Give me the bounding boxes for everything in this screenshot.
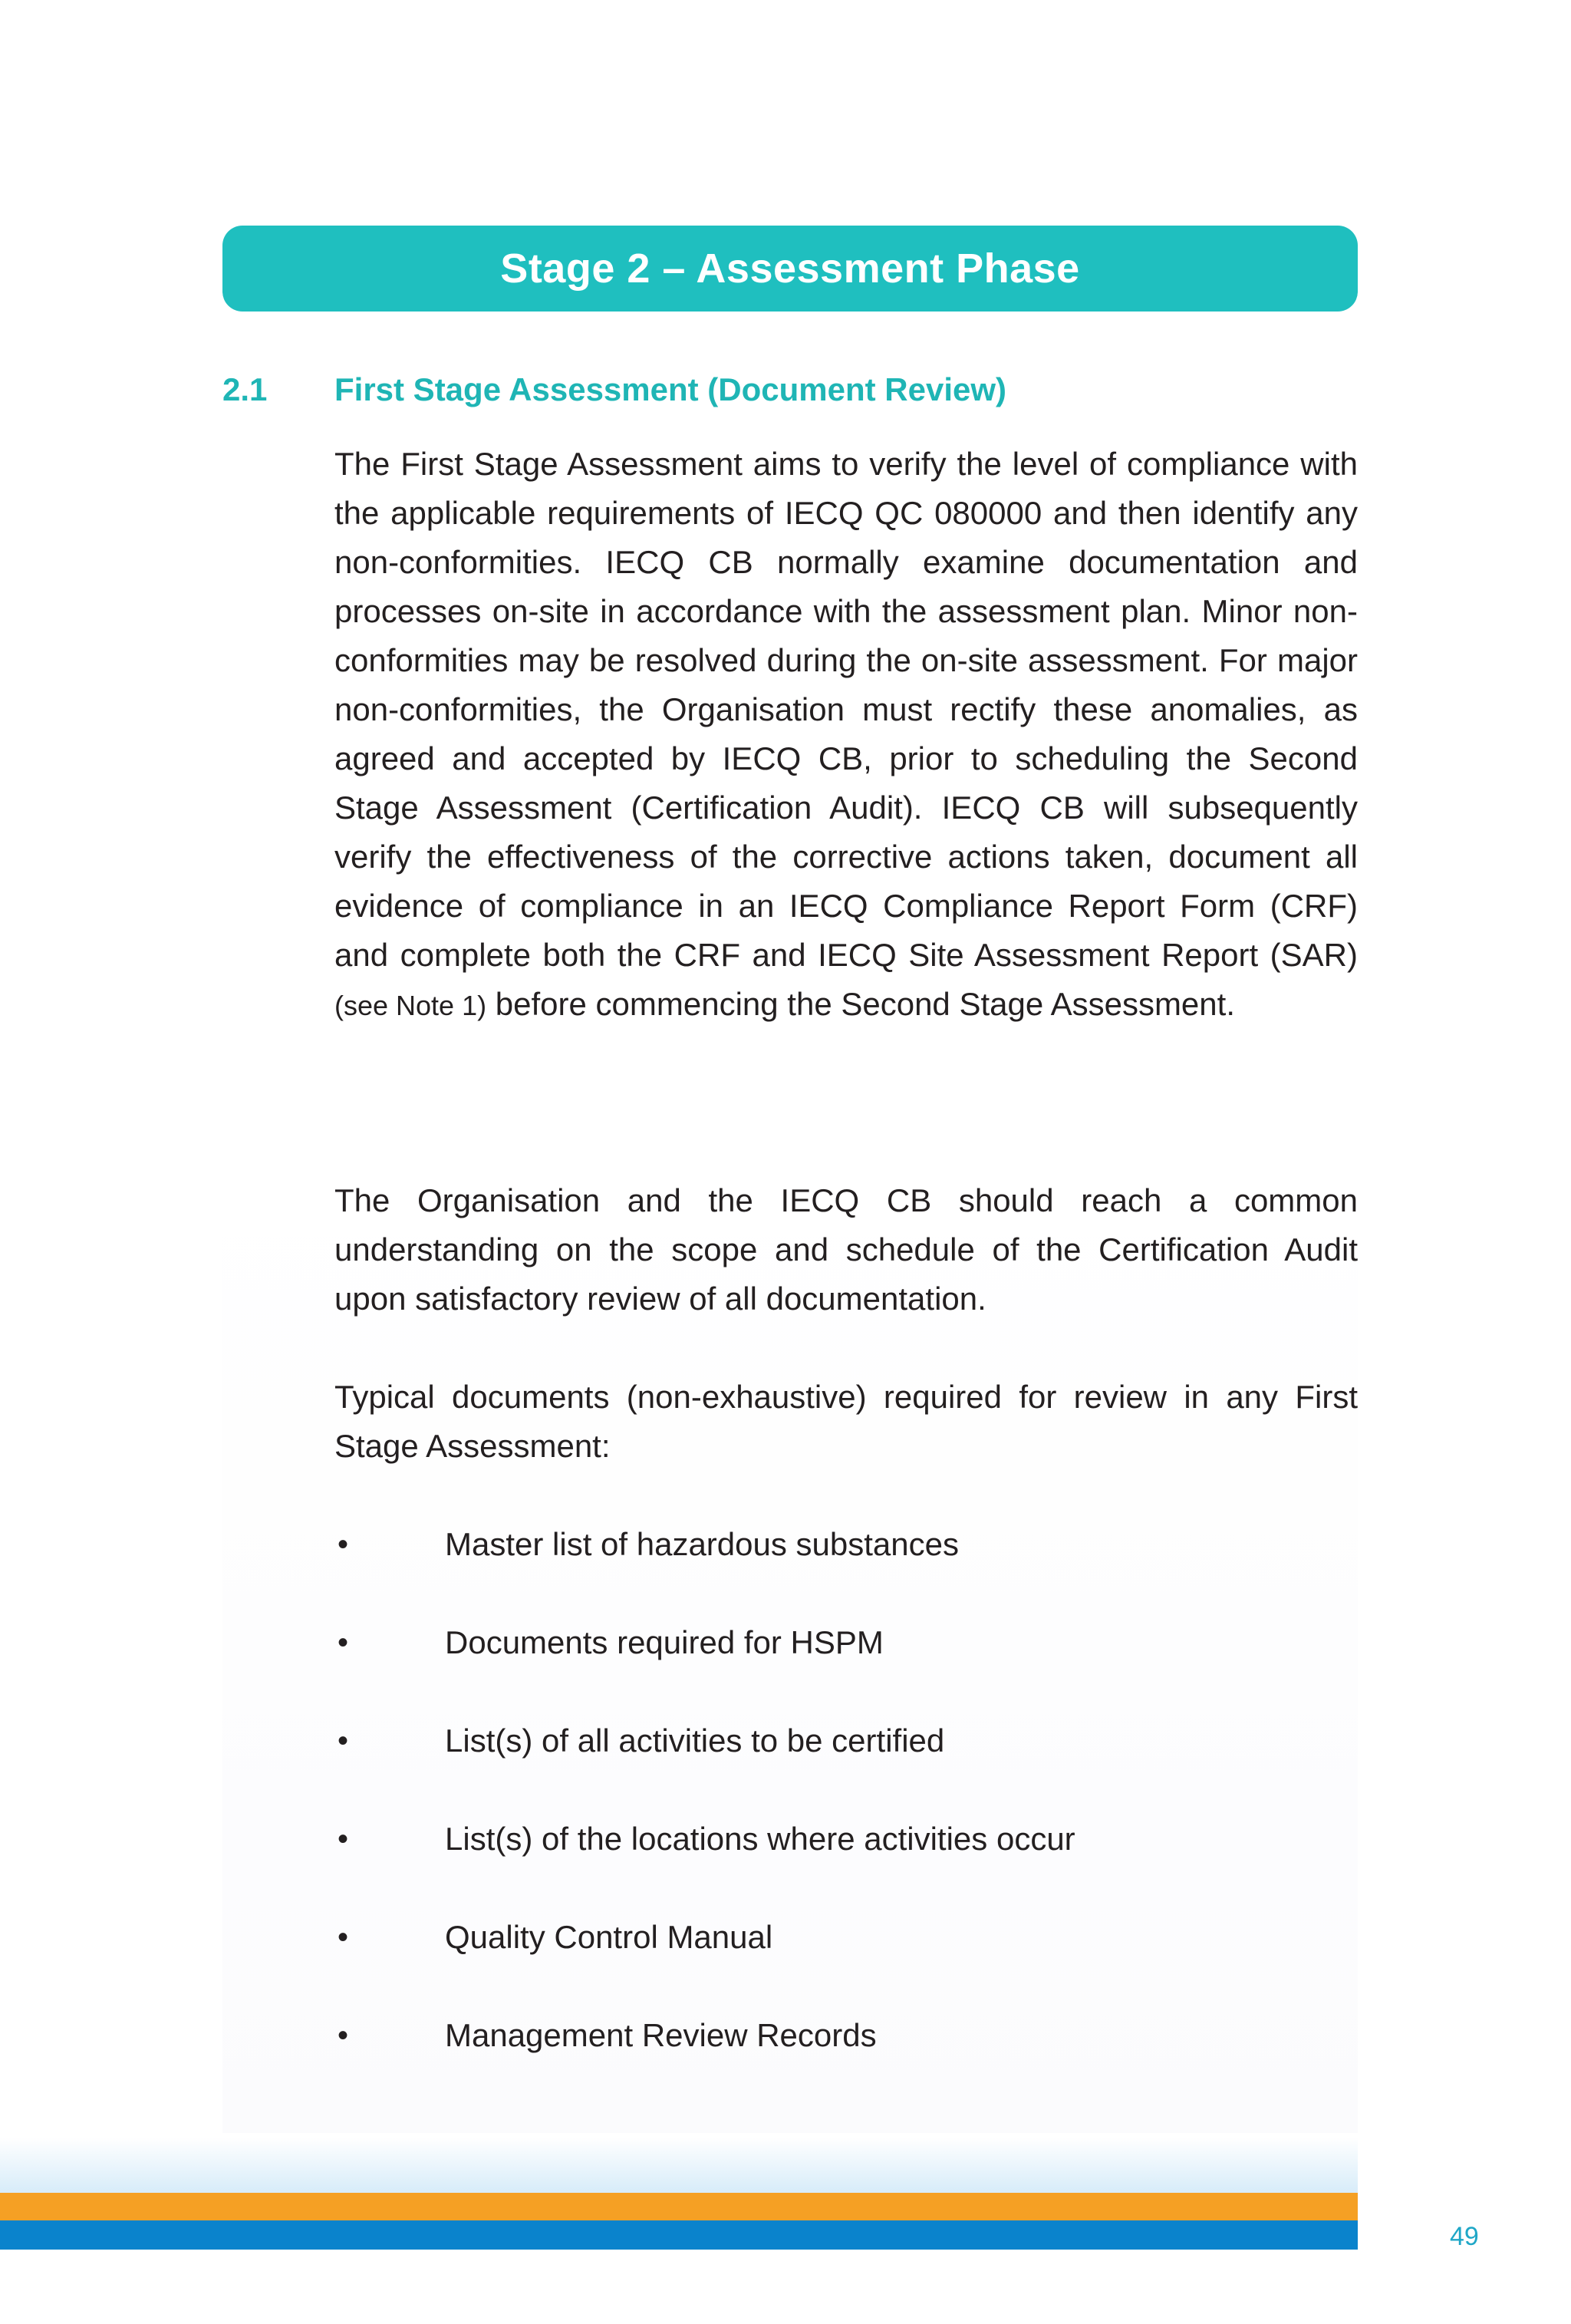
list-item bbox=[334, 1520, 1358, 1569]
stage-banner bbox=[222, 226, 1358, 312]
stage-banner-title: Stage 2 – Assessment Phase bbox=[500, 246, 1080, 292]
section-number: 2.1 bbox=[222, 371, 268, 407]
list-item bbox=[334, 2011, 1358, 2060]
paragraph-text: Typical documents (non-exhaustive) required for review in any First Stage Assessment: bbox=[334, 1379, 1358, 1464]
paragraph-common-understanding bbox=[334, 1176, 1358, 1324]
list-item-text: List(s) of the locations where activities occur bbox=[445, 1821, 1075, 1857]
list-item-text: List(s) of all activities to be certified bbox=[445, 1722, 945, 1759]
paragraph-text: The Organisation and the IECQ CB should reach a common understanding on the scope and schedule of the Certification Audit upon satisfactory review of all documentation. bbox=[334, 1182, 1358, 1317]
bullet-icon: • bbox=[338, 1920, 349, 1954]
list-item bbox=[334, 1815, 1358, 1864]
list-item bbox=[334, 1618, 1358, 1667]
list-item-text: Master list of hazardous substances bbox=[445, 1526, 959, 1562]
list-item bbox=[334, 1913, 1358, 1962]
bullet-icon: • bbox=[338, 1822, 349, 1856]
paragraph-text: The First Stage Assessment aims to verify the level of compliance with the applicable requirements of IECQ QC 080000 and then identify any non-conformities. IECQ CB normally examine documentation and processes on-site in accordance with the assessment plan. Minor non-conformities may be resolved during the on-site assessment. For major non-conformities, the Organisation must rectify these anomalies, as agreed and accepted by IECQ CB, prior to scheduling the Second Stage Assessment (Certification Audit). IECQ CB will subsequently verify the effectiveness of the corrective actions taken, document all evidence of compliance in an IECQ Compliance Report Form (CRF) and complete both the CRF and IECQ Site Assessment Report (SAR) bbox=[334, 446, 1358, 973]
list-item bbox=[334, 1716, 1358, 1765]
typical-documents-list bbox=[334, 1520, 1358, 2109]
page-number: 49 bbox=[1450, 2222, 1479, 2251]
bullet-icon: • bbox=[338, 1528, 349, 1561]
bullet-icon: • bbox=[338, 1724, 349, 1758]
footer-blue-stripe bbox=[0, 2220, 1358, 2250]
footer-orange-stripe bbox=[0, 2193, 1358, 2220]
list-item-text: Management Review Records bbox=[445, 2017, 877, 2053]
paragraph-text-continued: before commencing the Second Stage Assessment. bbox=[495, 986, 1235, 1022]
bullet-icon: • bbox=[338, 1626, 349, 1660]
list-item-text: Documents required for HSPM bbox=[445, 1624, 884, 1660]
footer-gradient-band bbox=[0, 2138, 1358, 2193]
section-title: First Stage Assessment (Document Review) bbox=[334, 371, 1007, 407]
bullet-icon: • bbox=[338, 2019, 349, 2052]
note-reference: (see Note 1) bbox=[334, 990, 487, 1021]
paragraph-typical-documents bbox=[334, 1373, 1358, 1471]
section-heading bbox=[222, 371, 1358, 417]
paragraph-first-stage-aims bbox=[334, 440, 1358, 1030]
list-item-text: Quality Control Manual bbox=[445, 1919, 773, 1955]
